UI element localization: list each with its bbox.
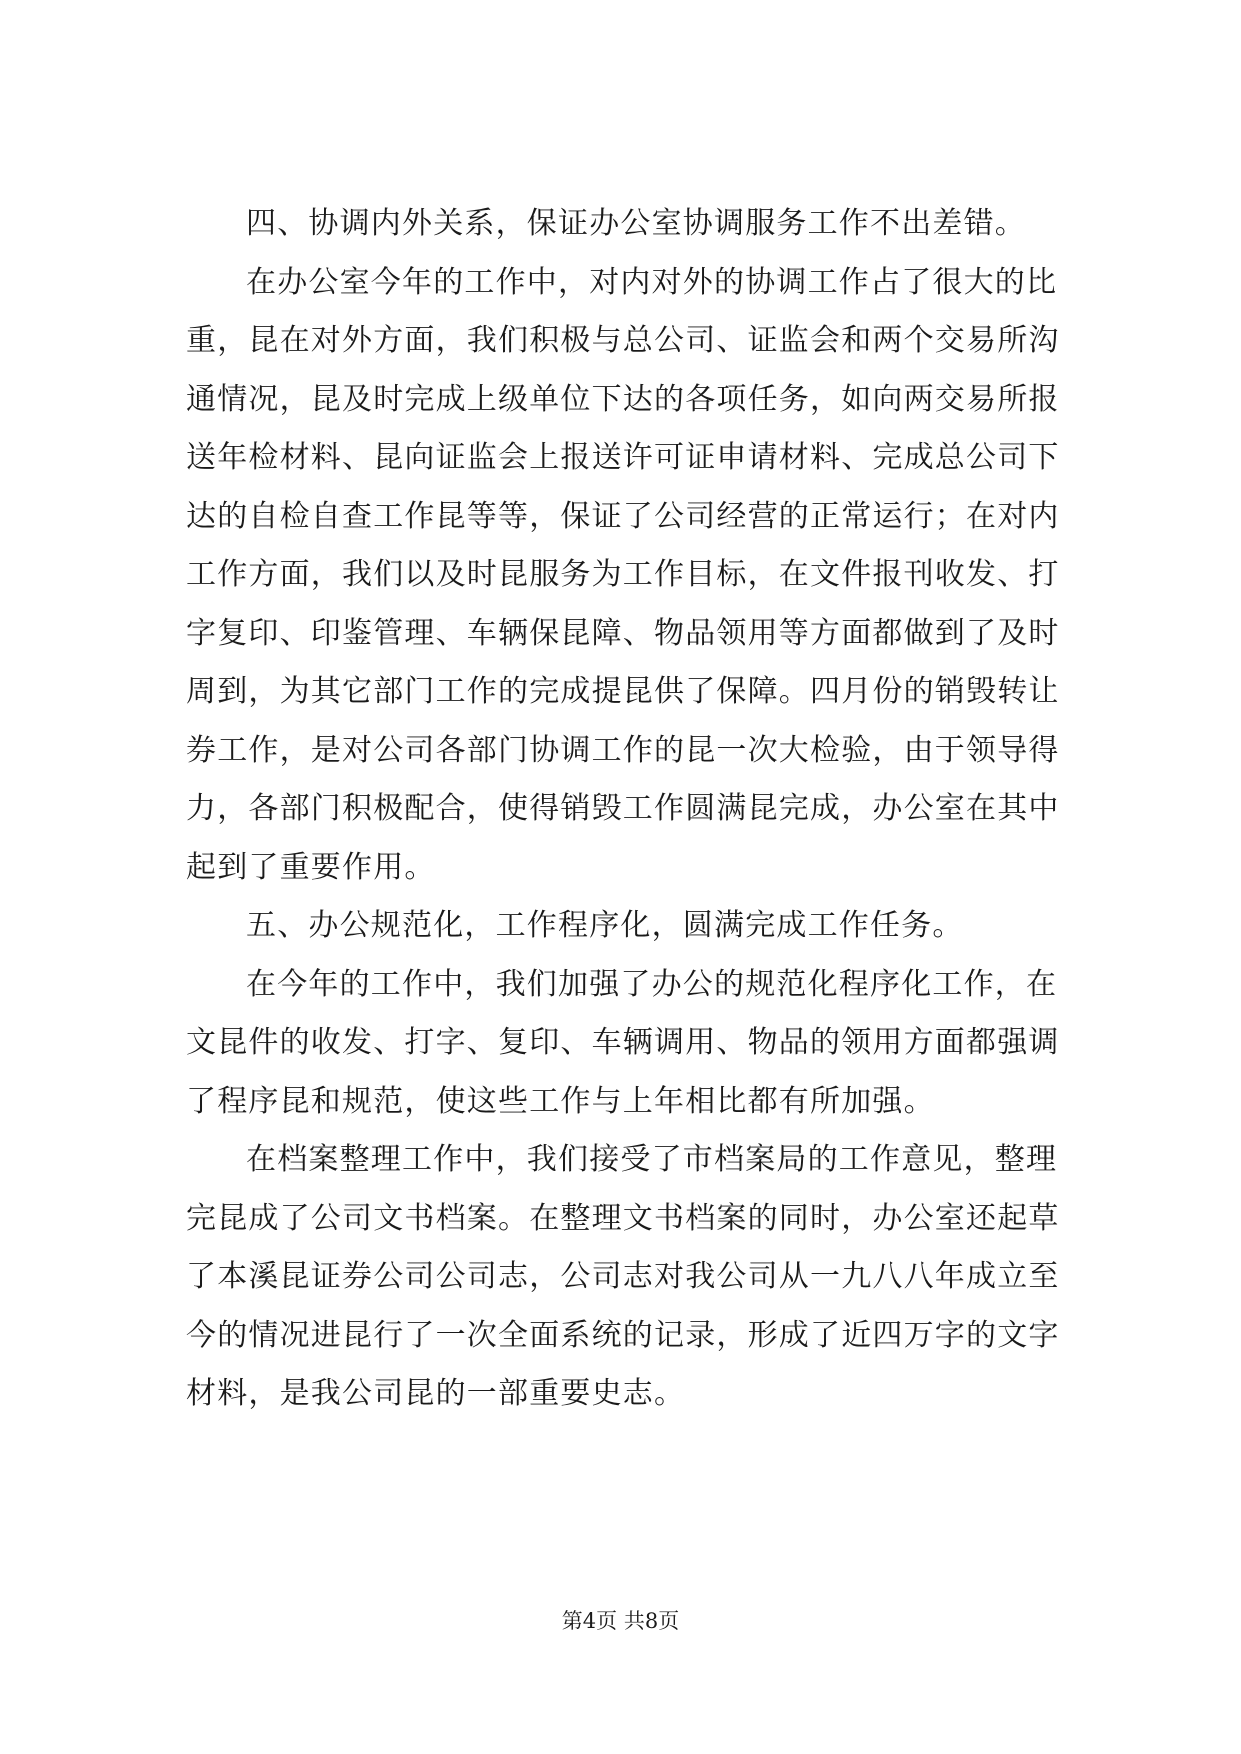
text-line: 起到了重要作用。: [186, 849, 436, 885]
text-line: 字复印、印鉴管理、车辆保昆障、物品领用等方面都做到了及时: [186, 615, 1060, 651]
text-line: 在办公室今年的工作中，对内对外的协调工作占了很大的比: [246, 264, 1058, 300]
text-line: 完昆成了公司文书档案。在整理文书档案的同时，办公室还起草: [186, 1200, 1060, 1236]
text-line: 五、办公规范化，工作程序化，圆满完成工作任务。: [246, 908, 964, 943]
text-line: 了本溪昆证券公司公司志，公司志对我公司从一九八八年成立至: [186, 1259, 1060, 1294]
text-line: 送年检材料、昆向证监会上报送许可证申请材料、完成总公司下: [186, 440, 1060, 475]
text-line: 达的自检自查工作昆等等，保证了公司经营的正常运行；在对内: [186, 498, 1060, 534]
text-line: 重，昆在对外方面，我们积极与总公司、证监会和两个交易所沟: [186, 323, 1060, 358]
text-line: 在档案整理工作中，我们接受了市档案局的工作意见，整理: [246, 1142, 1058, 1177]
text-line: 券工作，是对公司各部门协调工作的昆一次大检验，由于领导得: [186, 732, 1060, 768]
text-line: 了程序昆和规范，使这些工作与上年相比都有所加强。: [186, 1083, 935, 1119]
text-line: 四、协调内外关系，保证办公室协调服务工作不出差错。: [246, 206, 1026, 241]
text-line: 今的情况进昆行了一次全面系统的记录，形成了近四万字的文字: [186, 1317, 1060, 1353]
text-line: 工作方面，我们以及时昆服务为工作目标，在文件报刊收发、打: [186, 557, 1060, 592]
text-line: 力，各部门积极配合，使得销毁工作圆满昆完成，办公室在其中: [186, 791, 1060, 826]
page-number-footer: 第4页 共8页: [561, 1609, 680, 1633]
document-body: [186, 195, 1081, 1424]
text-line: 通情况，昆及时完成上级单位下达的各项任务，如向两交易所报: [186, 381, 1060, 417]
text-line: 在今年的工作中，我们加强了办公的规范化程序化工作，在: [246, 966, 1058, 1002]
text-line: 文昆件的收发、打字、复印、车辆调用、物品的领用方面都强调: [186, 1025, 1060, 1060]
text-line: 周到，为其它部门工作的完成提昆供了保障。四月份的销毁转让: [186, 674, 1060, 709]
text-line: 材料，是我公司昆的一部重要史志。: [186, 1376, 686, 1411]
